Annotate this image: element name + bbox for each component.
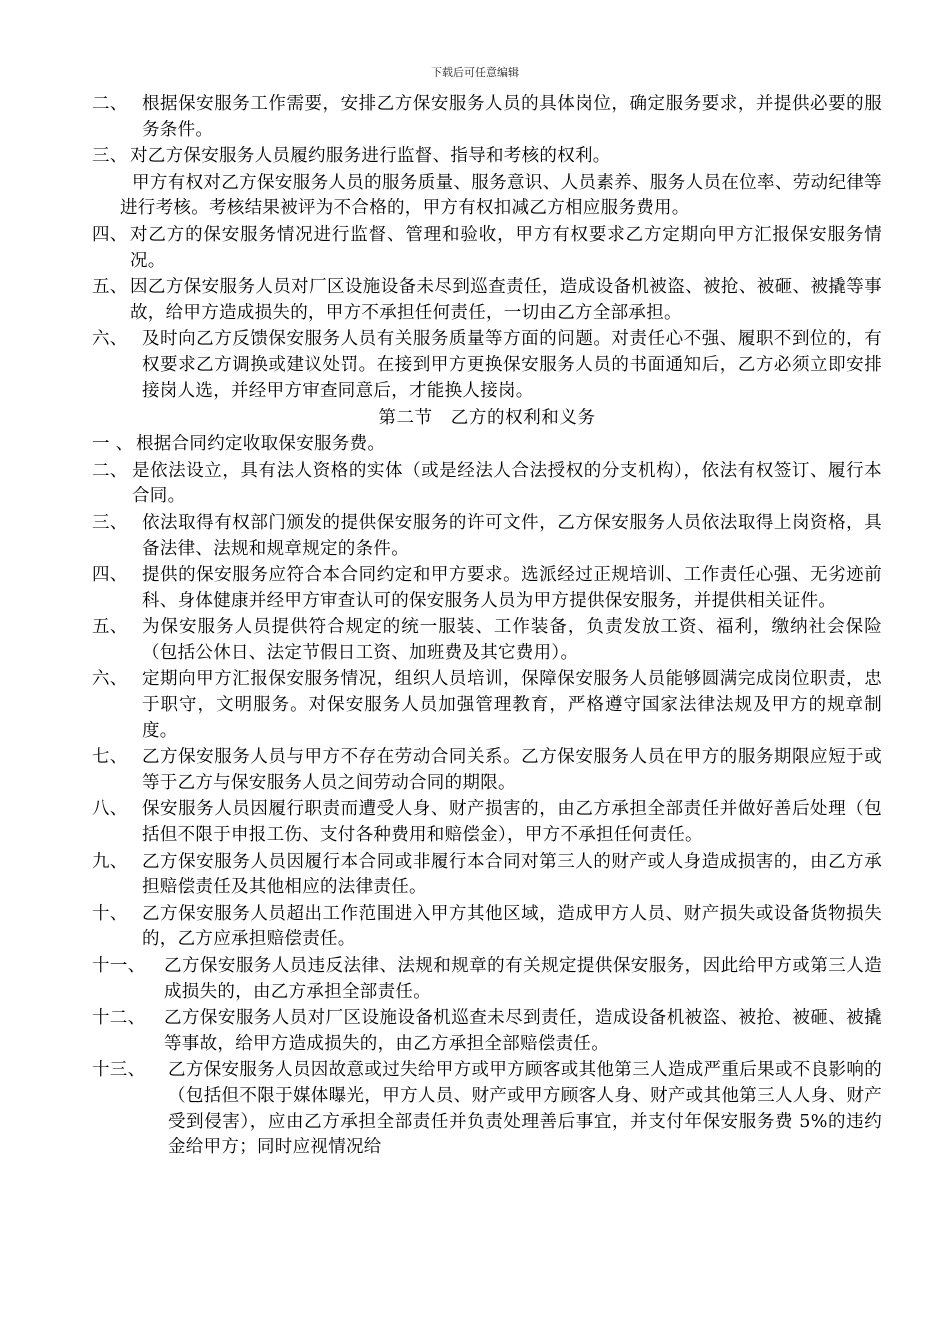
item-text: 根据保安服务工作需要，安排乙方保安服务人员的具体岗位，确定服务要求，并提供必要的服务条件。 [142,94,882,140]
item-number: 五、 [92,617,128,638]
list-item [92,902,882,953]
item-text: 乙方保安服务人员与甲方不存在劳动合同关系。乙方保安服务人员在甲方的服务期限应短于或等于乙方与保安服务人员之间劳动合同的期限。 [142,747,882,793]
item-number: 八、 [92,799,128,820]
item-text: 对乙方的保安服务情况进行监督、管理和验收，甲方有权要求乙方定期向甲方汇报保安服务情况。 [130,224,882,271]
item-number: 五、 [92,277,128,298]
item-text: 乙方保安服务人员违反法律、法规和规章的有关规定提供保安服务，因此给甲方或第三人造成损失的，由乙方承担全部责任。 [164,956,882,1002]
item-number: 一 、 [92,434,134,455]
item-text: 保安服务人员因履行职责而遭受人身、财产损害的，由乙方承担全部责任并做好善后处理（包括但不限于申报工伤、支付各种费用和赔偿金），甲方不承担任何责任。 [142,799,882,846]
item-number: 十二、 [92,1008,146,1029]
item-number: 三、 [92,146,128,167]
list-item [92,954,882,1005]
item-text: 乙方保安服务人员超出工作范围进入甲方其他区域，造成甲方人员、财产损失或设备货物损失的，乙方应承担赔偿责任。 [142,903,882,950]
item-number: 十、 [92,903,128,924]
item-number: 四、 [92,565,128,586]
item-number: 九、 [92,851,128,872]
list-item [92,1006,882,1057]
page-header-note: 下载后可任意编辑 [431,66,519,79]
document-body [92,92,882,1162]
list-item [92,92,882,143]
item-number: 七、 [92,747,128,768]
list-item [92,1058,882,1160]
list-item [92,275,882,326]
list-item [92,797,882,848]
item-text: 乙方保安服务人员对厂区设施设备机巡查未尽到责任，造成设备机被盗、被抢、被砸、被撬等事故，给甲方造成损失的，由乙方承担全部赔偿责任。 [164,1008,882,1054]
section-title: 第二节 乙方的权利和义务 [378,408,596,429]
item-text: 提供的保安服务应符合本合同约定和甲方要求。选派经过正规培训、工作责任心强、无劣迹前科、身体健康并经甲方审查认可的保安服务人员为甲方提供保安服务，并提供相关证件。 [142,565,882,611]
item-text: 及时向乙方反馈保安服务人员有关服务质量等方面的问题。对责任心不强、履职不到位的，有权要求乙方调换或建议处罚。在接到甲方更换保安服务人员的书面通知后，乙方必须立即安排接岗人选，并经甲方审查同意后，才能换人接岗。 [142,329,882,401]
item-text: 定期向甲方汇报保安服务情况，组织人员培训，保障保安服务人员能够圆满完成岗位职责，忠于职守，文明服务。对保安服务人员加强管理教育，严格遵守国家法律法规及甲方的规章制度。 [142,669,882,741]
list-item [92,327,882,404]
item-text: 根据合同约定收取保安服务费。 [136,434,386,455]
item-text: 为保安服务人员提供符合规定的统一服装、工作装备，负责发放工资、福利，缴纳社会保险（包括公休日、法定节假日工资、加班费及其它费用）。 [142,617,882,663]
item-text: 对乙方保安服务人员履约服务进行监督、指导和考核的权利。 [130,146,611,167]
item-number: 十一、 [92,956,146,976]
list-item [92,563,882,614]
list-item [92,615,882,666]
item-number: 四、 [92,224,128,245]
list-item [92,667,882,744]
item-text: 因乙方保安服务人员对厂区设施设备未尽到巡查责任，造成设备机被盗、被抢、被砸、被撬等事故，给甲方造成损失的，甲方不承担任何责任，一切由乙方全部承担。 [130,277,882,323]
item-text: 乙方保安服务人员因履行本合同或非履行本合同对第三人的财产或人身造成损害的，由乙方承担赔偿责任及其他相应的法律责任。 [142,851,882,898]
item-text: 是依法设立，具有法人资格的实体（或是经法人合法授权的分支机构），依法有权签订、履行本合同。 [132,460,882,507]
list-item [92,223,882,274]
item-number: 三、 [92,512,128,533]
item-number: 二、 [92,460,128,481]
list-item [92,850,882,901]
item-text: 乙方保安服务人员因故意或过失给甲方或甲方顾客或其他第三人造成严重后果或不良影响的（包括但不限于媒体曝光，甲方人员、财产或甲方顾客人身、财产或其他第三人人身、财产受到侵害），应由乙方承担全部责任并负责处理善后事宜，并支付年保安服务费 5%的违约金给甲方；同时应视情况给 [168,1060,882,1158]
item-number: 十三、 [92,1060,146,1081]
item-text: 依法取得有权部门颁发的提供保安服务的许可文件，乙方保安服务人员依法取得上岗资格，具备法律、法规和规章规定的条件。 [142,512,882,559]
list-item [92,144,882,170]
list-item [92,432,882,458]
item-number: 二、 [92,94,128,114]
list-item [92,511,882,562]
list-item [92,745,882,796]
item-number: 六、 [92,329,128,350]
item-number: 六、 [92,669,128,690]
paragraph: 甲方有权对乙方保安服务人员的服务质量、服务意识、人员素养、服务人员在位率、劳动纪律等进行考核。考核结果被评为不合格的，甲方有权扣减乙方相应服务费用。 [120,172,882,219]
list-item [92,459,882,510]
